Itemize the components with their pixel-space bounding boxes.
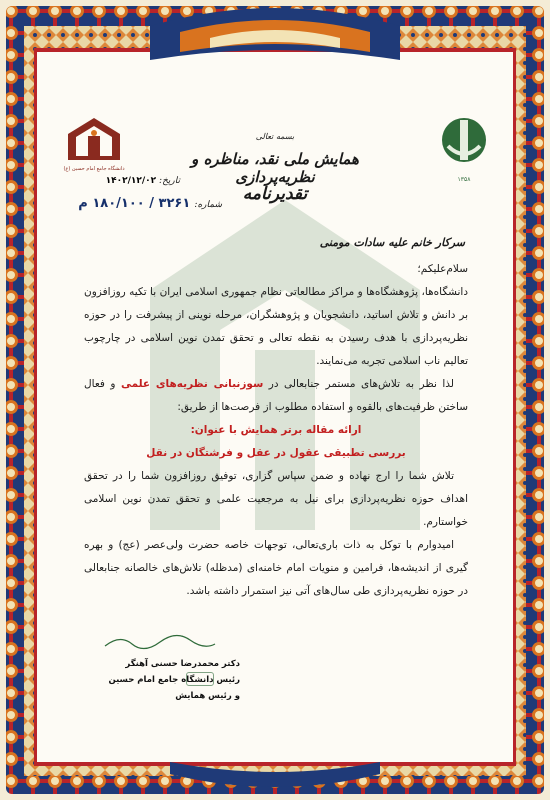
document-title: تقدیرنامه xyxy=(242,184,308,204)
conference-title: همایش ملی نقد، مناظره و نظریه‌پردازی xyxy=(191,150,359,186)
number-label: شماره: xyxy=(194,200,222,210)
signer-title-1: رئیس دانشگاه جامع امام حسین xyxy=(108,675,240,685)
paragraph-2-post: و فعال ساختن ظرفیت‌های بالقوه و استفاده مطلوب از فرصت‌ها از طریق: xyxy=(84,378,468,413)
paragraph-2-highlight: سوزنبانی نظریه‌های علمی xyxy=(120,378,264,390)
article-title: بررسی تطبیقی عقول در عقل و فرشتگان در نقل xyxy=(146,447,406,459)
recipient: سرکار خانم علیه سادات مومنی xyxy=(319,236,465,249)
signer-name: دکتر محمدرضا حسنی آهنگر xyxy=(125,659,240,669)
signature-block xyxy=(100,656,240,704)
article-label: ارائه مقاله برتر همایش با عنوان: xyxy=(190,424,362,436)
paragraph-2-pre: لذا نظر به تلاش‌های مستمر جنابعالی در xyxy=(263,378,454,390)
number-row xyxy=(62,196,222,211)
paragraph-2 xyxy=(84,373,468,419)
letter-body xyxy=(84,258,468,603)
paragraph-1: دانشگاه‌ها، پژوهشگاه‌ها و مراکز مطالعاتی نظام جمهوری اسلامی ایران با تکیه روزافزون بر دانش و تلاش اساتید، دانشجویان و پژوهشگران، مرحله نوینی از پیشرفت را در حوزه نظریه‌پردازی با هدف رسیدن به نقطه تعالی و تحقق تمدن نوین اسلامی در چارچوب تعالیم ناب اسلامی تجربه می‌نمایند. xyxy=(84,286,468,367)
signer-title-2: و رئیس همایش xyxy=(175,691,240,701)
greeting: سلام‌علیکم؛ xyxy=(417,263,468,275)
handwritten-signature-icon xyxy=(100,632,220,652)
organization-logo xyxy=(436,112,492,183)
university-logo-caption: دانشگاه جامع امام حسین (ع) xyxy=(63,166,125,172)
paragraph-4: امیدوارم با توکل به ذات باری‌تعالی، توجهات خاصه حضرت ولی‌عصر (عج) و بهره گیری از اندیشه‌ها، فرامین و منویات امام خامنه‌ای (مدظله) تلاش‌های خالصانه جنابعالی در حوزه نظریه‌پردازی طی سال‌های آتی نیز استمرار داشته باشد. xyxy=(84,539,468,597)
official-stamp xyxy=(186,672,214,686)
university-logo xyxy=(62,116,126,172)
organization-logo-caption: ۱۳۵۸ xyxy=(457,176,471,183)
basmala: بسمه تعالی xyxy=(255,132,295,141)
university-emblem-icon xyxy=(62,116,126,162)
date-value: ۱۴۰۲/۱۲/۰۲ xyxy=(105,176,157,186)
date-row xyxy=(80,176,180,186)
paragraph-3: تلاش شما را ارج نهاده و ضمن سپاس گزاری، توفیق روزافزون شما را در تحقق اهداف حوزه نظریه‌پردازی برای نیل به مرجعیت علمی و تحقق تمدن نوین اسلامی خواستارم. xyxy=(84,470,468,528)
signature-scribble xyxy=(100,632,220,652)
green-emblem-icon xyxy=(436,112,492,172)
number-value: ۳۲۶۱ / ۱۸۰/۱۰۰ م xyxy=(78,196,191,211)
date-label: تاریخ: xyxy=(159,176,180,186)
